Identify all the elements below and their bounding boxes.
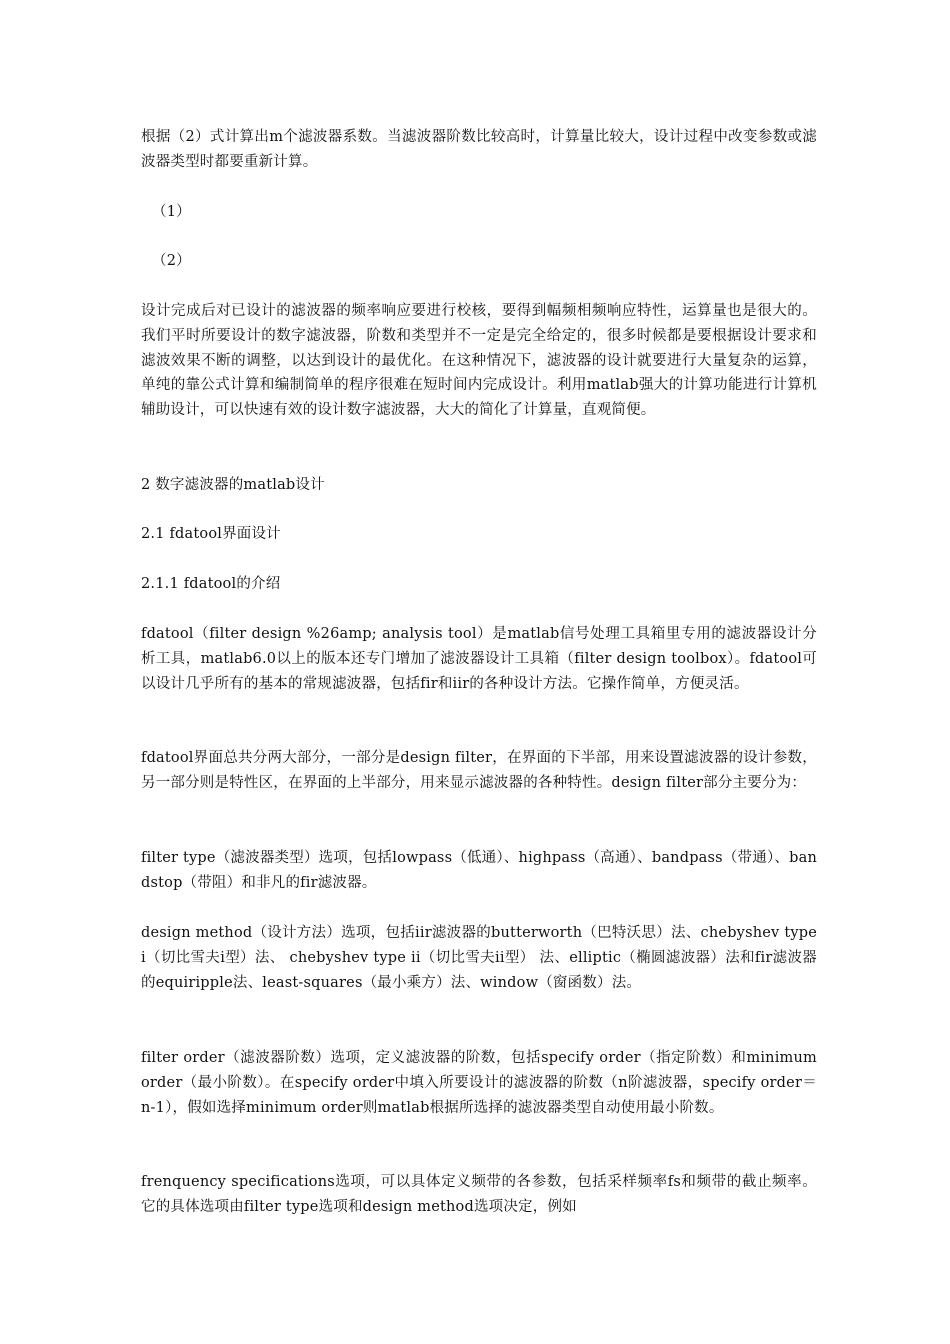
section-heading-2-1-1: 2.1.1 fdatool的介绍: [141, 576, 281, 592]
paragraph-fdatool-layout: fdatool界面总共分两大部分，一部分是design filter，在界面的下半部，用来设置滤波器的设计参数，另一部分则是特性区，在界面的上半部分，用来显示滤波器的各种特性。design filter部分主要分为：: [141, 750, 817, 791]
equation-1-label: （1）: [152, 204, 191, 220]
paragraph-design-verification: 设计完成后对已设计的滤波器的频率响应要进行校核，要得到幅频相频响应特性，运算量也是很大的。我们平时所要设计的数字滤波器，阶数和类型并不一定是完全给定的，很多时候都是要根据设计要求和滤波效果不断的调整，以达到设计的最优化。在这种情况下，滤波器的设计就要进行大量复杂的运算，单纯的靠公式计算和编制简单的程序很难在短时间内完成设计。利用matlab强大的计算功能进行计算机辅助设计，可以快速有效的设计数字滤波器，大大的简化了计算量，直观简便。: [141, 303, 817, 419]
paragraph-frequency-specs: frenquency specifications选项，可以具体定义频带的各参数，包括采样频率fs和频带的截止频率。它的具体选项由filter type选项和design method选项决定，例如: [141, 1174, 817, 1215]
section-heading-2-1: 2.1 fdatool界面设计: [141, 526, 281, 542]
paragraph-filter-type: filter type（滤波器类型）选项，包括lowpass（低通）、highpass（高通）、bandpass（带通）、bandstop（带阻）和非凡的fir滤波器。: [141, 850, 817, 891]
paragraph-fdatool-intro: fdatool（filter design %26amp; analysis tool）是matlab信号处理工具箱里专用的滤波器设计分析工具，matlab6.0以上的版本还专门增加了滤波器设计工具箱（filter design toolbox）。fdatool可以设计几乎所有的基本的常规滤波器，包括fir和iir的各种设计方法。它操作简单，方便灵活。: [141, 626, 817, 692]
paragraph-coefficient-calc: 根据（2）式计算出m个滤波器系数。当滤波器阶数比较高时，计算量比较大，设计过程中改变参数或滤波器类型时都要重新计算。: [141, 129, 817, 170]
paragraph-design-method: design method（设计方法）选项，包括iir滤波器的butterworth（巴特沃思）法、chebyshev type i（切比雪夫i型）法、 chebyshev type ii（切比雪夫ii型） 法、elliptic（椭圆滤波器）法和fir滤波器的equiripple法、least-squares（最小乘方）法、window（窗函数）法。: [141, 925, 817, 991]
paragraph-filter-order: filter order（滤波器阶数）选项，定义滤波器的阶数，包括specify order（指定阶数）和minimum order（最小阶数）。在specify order中填入所要设计的滤波器的阶数（n阶滤波器，specify order＝n-1），假如选择minimum order则matlab根据所选择的滤波器类型自动使用最小阶数。: [141, 1050, 817, 1116]
section-heading-2: 2 数字滤波器的matlab设计: [141, 477, 325, 493]
equation-2-label: （2）: [152, 253, 191, 269]
